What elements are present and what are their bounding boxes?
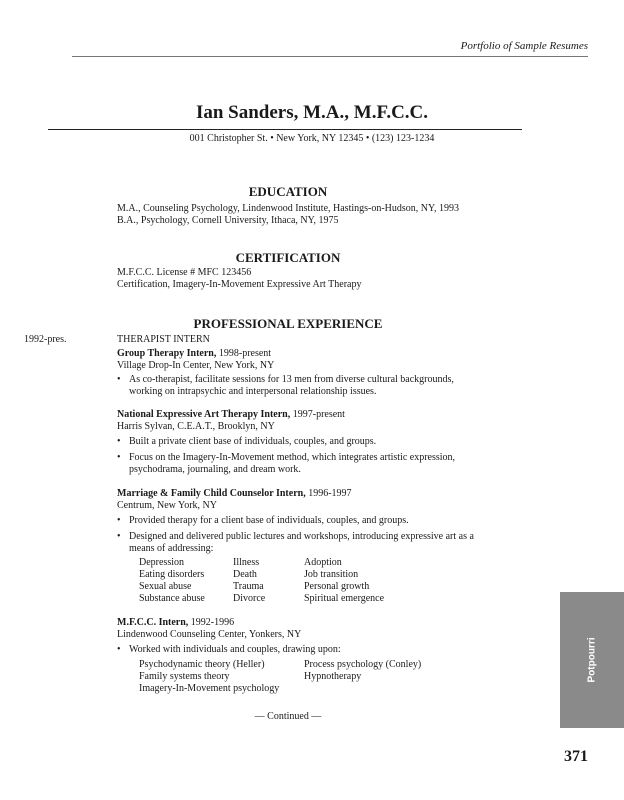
job-dates: 1998-present	[216, 348, 272, 359]
bullet-dot: •	[117, 374, 121, 385]
approaches-table	[139, 659, 439, 695]
experience-role: THERAPIST INTERN	[117, 334, 210, 345]
experience-period: 1992-pres.	[24, 334, 67, 345]
job-bullet: • As co-therapist, facilitate sessions for 13 men from diverse cultural backgrounds, working on intrapsychic and interpersonal relationship issues.	[117, 374, 454, 397]
topic: Illness	[233, 557, 260, 568]
approach: Process psychology (Conley)	[304, 659, 422, 670]
job-title: Group Therapy Intern,	[117, 348, 217, 359]
job-dates: 1996-1997	[305, 488, 352, 499]
job-title: Marriage & Family Child Counselor Intern,	[117, 488, 306, 499]
topic: Trauma	[233, 581, 264, 592]
education-heading: EDUCATION	[248, 184, 328, 199]
job-heading	[117, 617, 234, 629]
bullet-dot: •	[117, 452, 121, 463]
job-bullet: • Focus on the Imagery-In-Movement method, which integrates artistic expression, psychodrama, journaling, and dream work.	[117, 452, 456, 475]
topic: Eating disorders	[139, 569, 205, 580]
job-bullet: • Worked with individuals and couples, drawing upon:	[117, 644, 341, 655]
job-heading	[117, 488, 352, 500]
job-org: Village Drop-In Center, New York, NY	[117, 360, 275, 371]
bullet-dot: •	[117, 531, 121, 542]
page-number: 371	[564, 748, 588, 765]
running-header: Portfolio of Sample Resumes	[460, 40, 588, 52]
topic: Sexual abuse	[139, 581, 192, 592]
approach: Imagery-In-Movement psychology	[139, 683, 280, 694]
topic: Substance abuse	[139, 593, 205, 604]
job-org: Centrum, New York, NY	[117, 500, 217, 511]
education-line: M.A., Counseling Psychology, Lindenwood Institute, Hastings-on-Hudson, NY, 1993	[117, 203, 459, 214]
header-rule	[72, 56, 588, 57]
topic: Job transition	[304, 569, 359, 580]
job-org: Harris Sylvan, C.E.A.T., Brooklyn, NY	[117, 421, 275, 432]
job-heading	[117, 409, 345, 421]
resume-name: Ian Sanders, M.A., M.F.C.C.	[195, 102, 429, 123]
experience-heading: PROFESSIONAL EXPERIENCE	[193, 316, 383, 331]
approach: Psychodynamic theory (Heller)	[139, 659, 265, 670]
education-line: B.A., Psychology, Cornell University, Ithaca, NY, 1975	[117, 215, 339, 226]
job-bullet: • Built a private client base of individuals, couples, and groups.	[117, 436, 377, 447]
job-dates: 1992-1996	[188, 617, 235, 628]
topic: Death	[233, 569, 257, 580]
topic: Spiritual emergence	[304, 593, 385, 604]
topic: Depression	[139, 557, 184, 568]
contact-line: 001 Christopher St. • New York, NY 12345 • (123) 123-1234	[189, 133, 435, 144]
job-title: National Expressive Art Therapy Intern,	[117, 409, 291, 420]
bullet-dot: •	[117, 436, 121, 447]
section-tab-label: Potpourri	[586, 637, 598, 683]
section-tab	[560, 592, 624, 728]
job-bullet: • Designed and delivered public lectures and workshops, introducing expressive art as a means of addressing:	[117, 531, 474, 554]
job-heading	[117, 348, 271, 360]
job-title: M.F.C.C. Intern,	[117, 617, 189, 628]
topic: Personal growth	[304, 581, 370, 592]
topics-table	[139, 557, 439, 605]
bullet-dot: •	[117, 515, 121, 526]
topic: Divorce	[233, 593, 266, 604]
bullet-dot: •	[117, 644, 121, 655]
certification-heading: CERTIFICATION	[235, 250, 341, 265]
job-org: Lindenwood Counseling Center, Yonkers, NY	[117, 629, 302, 640]
approach: Hypnotherapy	[304, 671, 362, 682]
continued-note: — Continued —	[254, 711, 322, 722]
name-rule	[48, 129, 522, 130]
job-bullet: • Provided therapy for a client base of individuals, couples, and groups.	[117, 515, 409, 526]
approach: Family systems theory	[139, 671, 230, 682]
job-dates: 1997-present	[290, 409, 345, 420]
certification-line: Certification, Imagery-In-Movement Expressive Art Therapy	[117, 279, 362, 290]
topic: Adoption	[304, 557, 342, 568]
certification-line: M.F.C.C. License # MFC 123456	[117, 267, 252, 278]
